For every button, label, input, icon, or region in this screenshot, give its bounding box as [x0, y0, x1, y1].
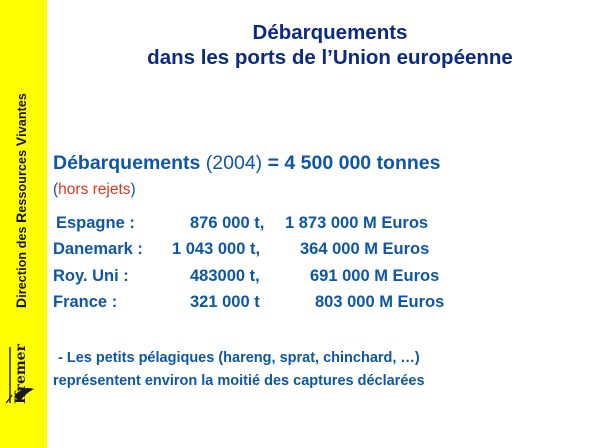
- sidebar-title-cap-2: R: [13, 212, 29, 223]
- row-euros: 691 000 M Euros: [310, 267, 440, 285]
- headline-value: = 4 500 000 tonnes: [267, 152, 441, 174]
- subline-open: (: [53, 181, 59, 198]
- row-tonnage: 321 000 t: [190, 293, 260, 311]
- sidebar-title-part-3: ivantes: [15, 93, 29, 137]
- row-country: France :: [53, 293, 118, 311]
- subline: [53, 181, 136, 199]
- hors-rejets-label: hors rejets: [58, 181, 131, 198]
- sidebar: [0, 0, 47, 448]
- row-euros: 364 000 M Euros: [300, 240, 430, 258]
- sidebar-title-part-2: essources: [15, 146, 29, 213]
- note-line-2: représentent environ la moitié des captures déclarées: [53, 373, 425, 389]
- row-country: Espagne :: [56, 214, 135, 232]
- row-country: Roy. Uni :: [53, 267, 129, 285]
- note-line-1: - Les petits pélagiques (hareng, sprat, chinchard, …): [58, 350, 420, 366]
- headline: [53, 152, 441, 175]
- row-country: Danemark :: [53, 240, 143, 258]
- sidebar-title-part-1: irection des: [15, 222, 29, 298]
- row-tonnage: 1 043 000 t,: [172, 240, 261, 258]
- sidebar-title: [13, 93, 29, 308]
- headline-year: (2004): [205, 152, 263, 174]
- row-euros: 1 873 000 M Euros: [285, 214, 429, 232]
- slide-title-line-2: dans les ports de l’Union européenne: [147, 46, 513, 69]
- sidebar-title-cap-1: D: [13, 297, 29, 308]
- subline-close: ): [130, 181, 136, 198]
- headline-label: Débarquements: [53, 152, 201, 174]
- slide-title-line-1: Débarquements: [252, 21, 408, 44]
- logo-text: Ifremer: [13, 344, 29, 404]
- sidebar-title-cap-3: V: [13, 136, 29, 147]
- row-euros: 803 000 M Euros: [315, 293, 445, 311]
- row-tonnage: 876 000 t,: [190, 214, 265, 232]
- row-tonnage: 483000 t,: [190, 267, 260, 285]
